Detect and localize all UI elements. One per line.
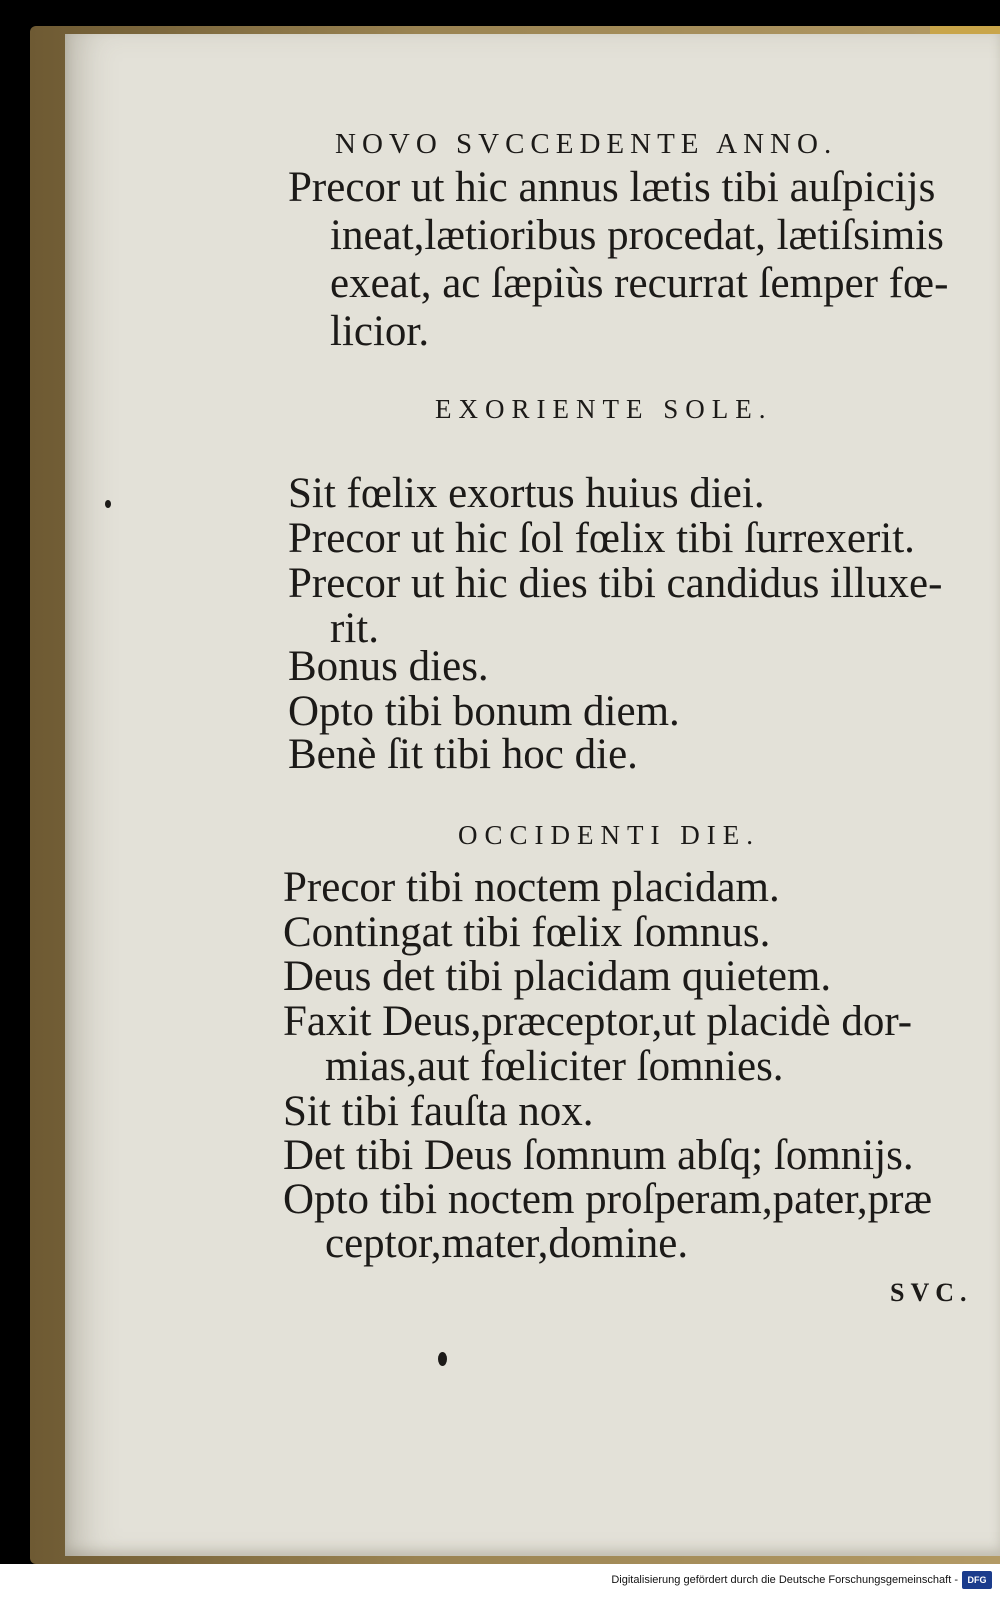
text-line: rit. [330,605,379,652]
footer-credit-text: Digitalisierung gefördert durch die Deutsche Forschungsgemeinschaft - [611,1574,958,1586]
text-line: Precor tibi noctem placidam. [283,864,780,911]
text-line: Contingat tibi fœlix ſomnus. [283,909,771,956]
text-line: Sit tibi fauſta nox. [283,1088,594,1135]
heading-exoriente-sole: EXORIENTE SOLE. [435,394,773,424]
text-line: Opto tibi bonum diem. [288,688,680,735]
text-line: ceptor,mater,domine. [325,1220,689,1267]
text-line: mias,aut fœliciter ſomnies. [325,1043,784,1090]
text-line: Precor ut hic dies tibi candidus illuxe- [288,560,943,607]
ink-mark [105,500,111,508]
dfg-logo-icon: DFG [962,1571,992,1589]
heading-occidenti-die: OCCIDENTI DIE. [458,820,760,850]
text-line: Deus det tibi placidam quietem. [283,953,832,1000]
text-line: Benè ſit tibi hoc die. [288,731,638,778]
ink-mark [438,1352,447,1366]
text-line: licior. [330,308,430,355]
catchword: SVC. [890,1278,973,1307]
text-line: Bonus dies. [288,643,489,690]
text-line: Precor ut hic annus lætis tibi auſpicijs [288,164,936,211]
text-line: Faxit Deus,præceptor,ut placidè dor- [283,998,913,1045]
text-line: Det tibi Deus ſomnum abſq; ſomnijs. [283,1132,914,1179]
heading-novo-succedente-anno: NOVO SVCCEDENTE ANNO. [335,128,838,160]
text-line: ineat,lætioribus procedat, lætiſsimis [330,212,944,259]
text-line: exeat, ac ſæpiùs recurrat ſemper fœ- [330,260,949,307]
text-line: Precor ut hic ſol fœlix tibi ſurrexerit. [288,515,915,562]
text-line: Opto tibi noctem proſperam,pater,præ [283,1176,933,1223]
credit-footer [0,1564,1000,1601]
text-line: Sit fœlix exortus huius diei. [288,470,765,517]
